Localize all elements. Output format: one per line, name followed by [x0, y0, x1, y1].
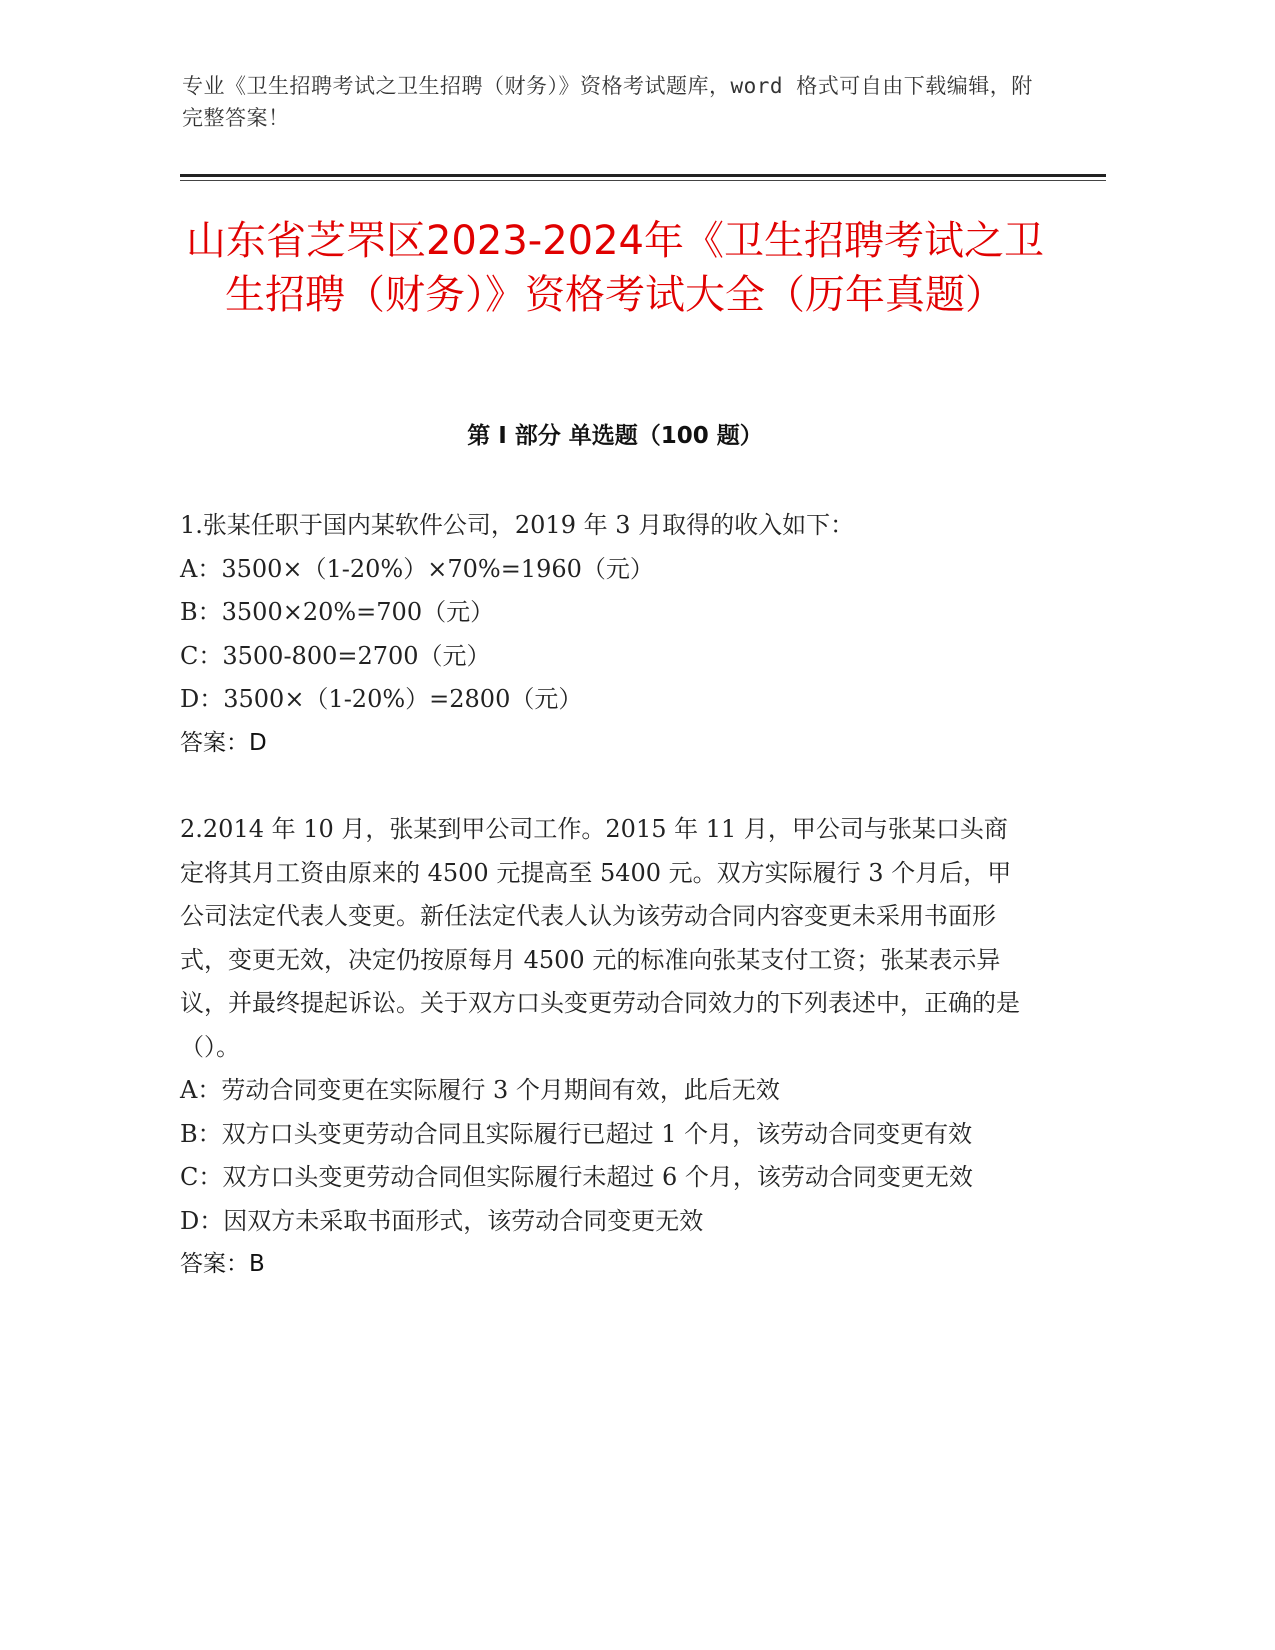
header-divider-thick	[180, 174, 1106, 177]
question-stem: 2.2014 年 10 月，张某到甲公司工作。2015 年 11 月，甲公司与张某口头商定将其月工资由原来的 4500 元提高至 5400 元。双方实际履行 3 个月后，甲公司法定代表人变更。新任法定代表人认为该劳动合同内容变更未采用书面形式，变更无效，决定仍按原每月 4500 元的标准向张某支付工资；张某表示异议，并最终提起诉讼。关于双方口头变更劳动合同效力的下列表述中，正确的是（）。	[180, 815, 1020, 1061]
question-stem: 1.张某任职于国内某软件公司，2019 年 3 月取得的收入如下：	[180, 511, 855, 539]
header-note: 专业《卫生招聘考试之卫生招聘（财务）》资格考试题库，word 格式可自由下载编辑，附完整答案！	[182, 74, 1033, 130]
option-d: D：3500×（1-20%）=2800（元）	[180, 685, 583, 713]
answer-label: 答案：B	[180, 1251, 265, 1277]
option-c: C：3500-800=2700（元）	[180, 641, 491, 670]
header-divider-thin	[180, 180, 1106, 181]
option-b: B：3500×20%=700（元）	[180, 598, 495, 626]
option-c: C：双方口头变更劳动合同但实际履行未超过 6 个月，该劳动合同变更无效	[180, 1163, 973, 1191]
document-title: 山东省芝罘区2023-2024年《卫生招聘考试之卫生招聘（财务）》资格考试大全（历年真题）	[185, 218, 1045, 318]
question-2	[180, 808, 1030, 1287]
option-d: D：因双方未采取书面形式，该劳动合同变更无效	[180, 1206, 704, 1235]
option-b: B：双方口头变更劳动合同且实际履行已超过 1 个月，该劳动合同变更有效	[180, 1119, 973, 1148]
answer-label: 答案：D	[180, 729, 267, 756]
option-a: A：劳动合同变更在实际履行 3 个月期间有效，此后无效	[180, 1076, 780, 1104]
section-title: 第 I 部分 单选题（100 题）	[467, 423, 763, 449]
option-a: A：3500×（1-20%）×70%=1960（元）	[180, 554, 654, 583]
question-1	[180, 504, 1030, 765]
